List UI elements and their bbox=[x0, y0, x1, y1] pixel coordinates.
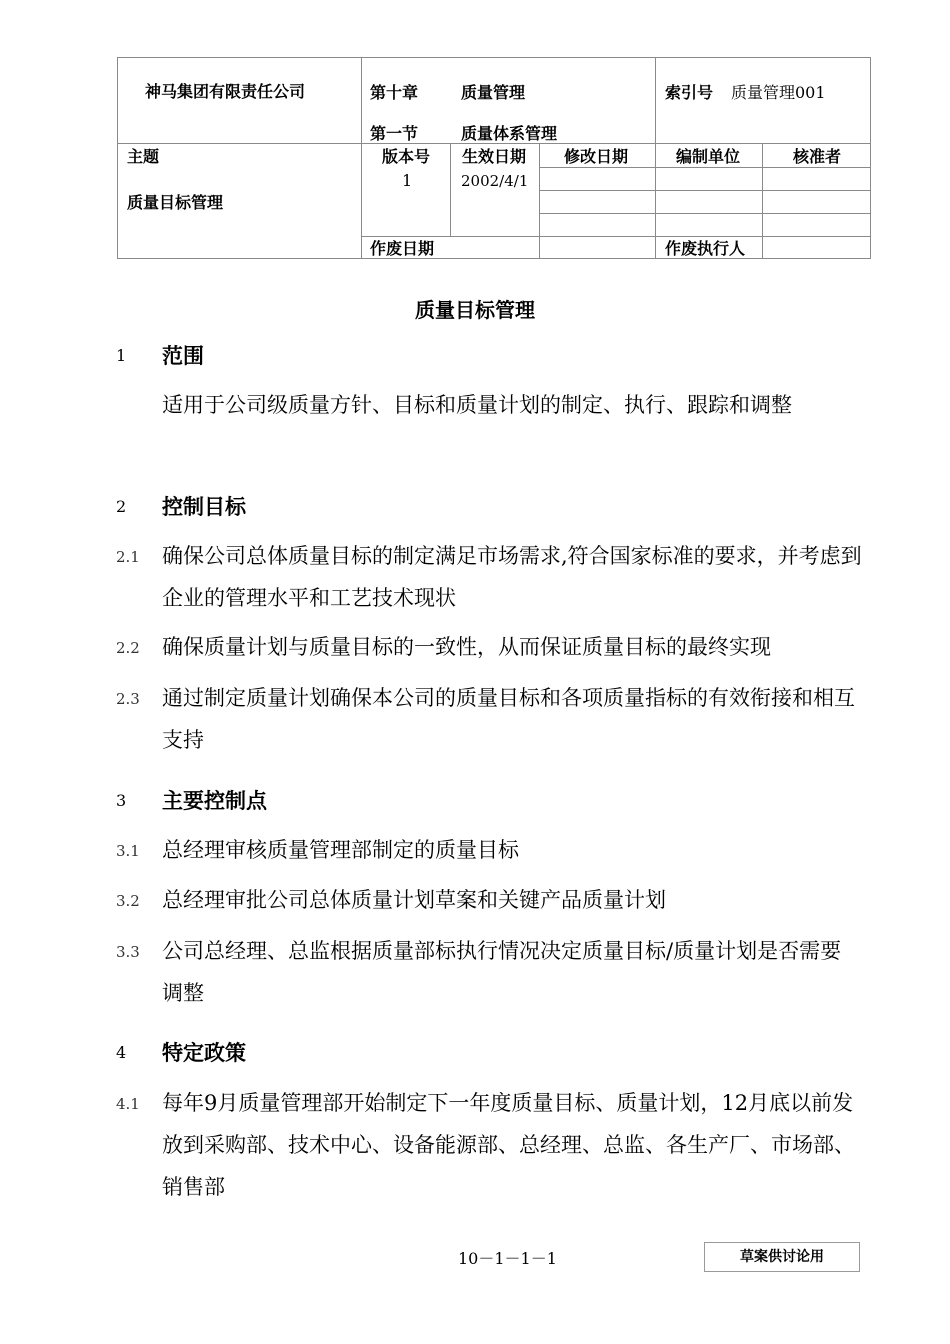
index-label: 索引号 bbox=[665, 83, 714, 102]
chapter-name: 质量管理 bbox=[461, 83, 526, 102]
company-name: 神马集团有限责任公司 bbox=[145, 82, 306, 101]
paragraph: 总经理审核质量管理部制定的质量目标 bbox=[162, 838, 519, 862]
item-number: 3.3 bbox=[116, 943, 140, 961]
section-number: 3 bbox=[116, 791, 127, 810]
section-number: 2 bbox=[116, 497, 127, 516]
section-title: 特定政策 bbox=[162, 1040, 246, 1065]
topic-value: 质量目标管理 bbox=[127, 193, 224, 212]
paragraph: 确保质量计划与质量目标的一致性，从而保证质量目标的最终实现 bbox=[162, 635, 771, 659]
document-title: 质量目标管理 bbox=[415, 298, 535, 322]
section-number: 第一节 bbox=[370, 124, 419, 143]
item-number: 3.1 bbox=[116, 842, 140, 860]
page-number: 10－1－1－1 bbox=[458, 1249, 557, 1268]
revise-date-label: 修改日期 bbox=[564, 147, 629, 166]
item-number: 2.1 bbox=[116, 548, 140, 566]
paragraph: 通过制定质量计划确保本公司的质量目标和各项质量指标的有效衔接和相互支持 bbox=[162, 686, 855, 752]
item-number: 4.1 bbox=[116, 1095, 140, 1113]
void-date-label: 作废日期 bbox=[370, 239, 435, 258]
version-label: 版本号 bbox=[382, 147, 431, 166]
header-table bbox=[117, 57, 871, 259]
version-value: 1 bbox=[402, 171, 413, 190]
section-number: 1 bbox=[116, 346, 127, 365]
section-title: 范围 bbox=[162, 343, 204, 368]
paragraph: 适用于公司级质量方针、目标和质量计划的制定、执行、跟踪和调整 bbox=[162, 393, 792, 417]
section-number: 4 bbox=[116, 1043, 127, 1062]
paragraph: 公司总经理、总监根据质量部标执行情况决定质量目标/质量计划是否需要调整 bbox=[162, 939, 842, 1005]
effective-date-label: 生效日期 bbox=[462, 147, 527, 166]
paragraph: 总经理审批公司总体质量计划草案和关键产品质量计划 bbox=[162, 888, 666, 912]
approver-label: 核准者 bbox=[793, 147, 842, 166]
section-title: 主要控制点 bbox=[162, 788, 267, 813]
section-name: 质量体系管理 bbox=[461, 124, 558, 143]
section-title: 控制目标 bbox=[162, 494, 246, 519]
compile-unit-label: 编制单位 bbox=[676, 147, 741, 166]
item-number: 3.2 bbox=[116, 892, 140, 910]
item-number: 2.3 bbox=[116, 690, 140, 708]
index-value: 质量管理001 bbox=[731, 83, 826, 102]
topic-label: 主题 bbox=[127, 147, 160, 166]
draft-stamp: 草案供讨论用 bbox=[704, 1242, 860, 1272]
paragraph: 每年9月质量管理部开始制定下一年度质量目标、质量计划，12月底以前发放到采购部、技术中心、设备能源部、总经理、总监、各生产厂、市场部、销售部 bbox=[162, 1091, 855, 1199]
paragraph: 确保公司总体质量目标的制定满足市场需求,符合国家标准的要求，并考虑到企业的管理水平和工艺技术现状 bbox=[162, 544, 862, 610]
void-executor-label: 作废执行人 bbox=[665, 239, 746, 258]
chapter-number: 第十章 bbox=[370, 83, 419, 102]
item-number: 2.2 bbox=[116, 639, 140, 657]
effective-date-value: 2002/4/1 bbox=[461, 172, 529, 190]
